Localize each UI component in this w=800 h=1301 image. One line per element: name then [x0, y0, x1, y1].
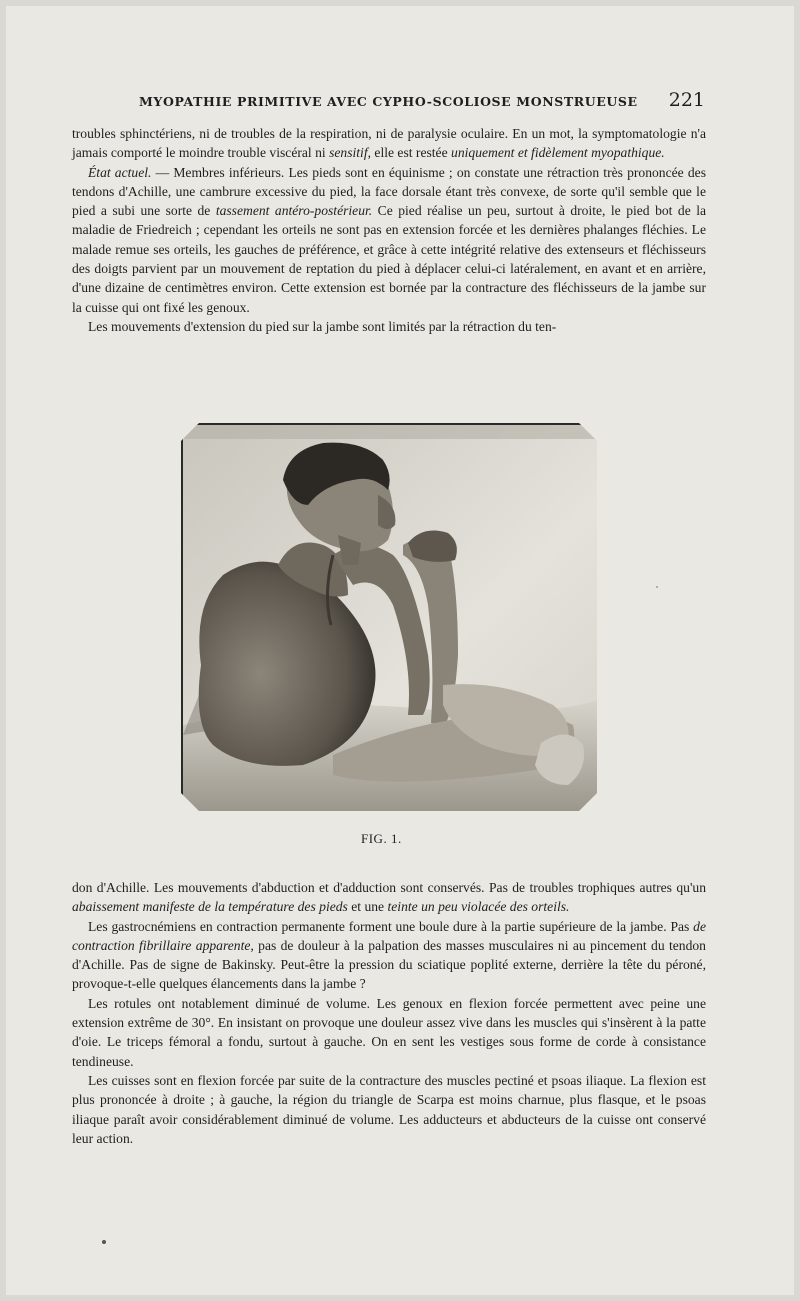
body-text-bottom [72, 878, 706, 1148]
text-run: Les mouvements d'extension du pied sur la jambe sont limités par la rétraction du ten- [88, 318, 557, 334]
italic-text-run: sensitif [329, 145, 368, 161]
paragraph [72, 124, 706, 163]
text-run: — Membres inférieurs. Les pieds sont en équinisme ; on constate une rétraction très prononcée des tendons d'Achille, une cambrure excessive du pied, la face dorsale étant très convexe, de sorte qu'il semble que le pied a subi une sorte de [72, 164, 706, 219]
paragraph [72, 917, 706, 994]
text-run: pas de douleur à la palpation des masses musculaires ni au pincement du tendon d'Achille. Pas de signe de Bakinsky. Peut-être la pression du sciatique poplité externe, derrière la tête du péroné, provoque-t-elle quelques élancements dans la jambe ? [72, 937, 706, 992]
text-run: Les rotules ont notablement diminué de volume. Les genoux en flexion forcée permettent avec peine une extension extrême de 30°. En insistant on provoque une douleur assez vive dans les muscles qui s'insèrent à la patte d'oie. Le triceps fémoral a fondu, surtout à gauche. On en sent les vestiges sous forme de corde à consistance tendineuse. [72, 995, 706, 1069]
figure-photograph [181, 423, 601, 815]
text-run: Ce pied réalise un peu, surtout à droite, le pied bot de la maladie de Friedreich ; cependant les orteils ne sont pas en extension forcée et les dernières phalanges fléchies. Le malade remue ses orteils, les gauches de préférence, et grâce à cette intégrité relative des extenseurs et fléchisseurs des doigts parvient par un mouvement de reptation du pied à déplacer celui-ci latéralement, en avant et en arrière, d'une dizaine de centimètres environ. Cette extension est bornée par la contracture des fléchisseurs de la jambe sur la cuisse qui ont fixé les genoux. [72, 203, 707, 315]
ink-speck [656, 586, 658, 588]
page-number: 221 [668, 89, 705, 111]
ink-speck [102, 1240, 106, 1244]
paragraph [72, 1071, 706, 1148]
paragraph [72, 163, 706, 317]
paragraph [72, 994, 706, 1071]
text-run: Les gastrocnémiens en contraction permanente forment une boule dure à la partie supérieure de la jambe. Pas [88, 918, 694, 934]
text-run: troubles sphinctériens, ni de troubles de la respiration, ni de paralysie oculaire. En un mot, la symptomatologie n'a jamais comporté le moindre trouble viscéral ni [72, 126, 706, 161]
italic-text-run: abaissement manifeste de la température des pieds [72, 899, 348, 915]
text-run: , elle est restée [367, 145, 452, 161]
running-title: MYOPATHIE PRIMITIVE AVEC CYPHO-SCOLIOSE MONSTRUEUSE [139, 94, 638, 109]
text-run: Les cuisses sont en flexion forcée par suite de la contracture des muscles pectiné et psoas iliaque. La flexion est plus prononcée à droite ; à gauche, la région du triangle de Scarpa est moins charnue, plus flasque, et le psoas iliaque paraît avoir considérablement diminué de volume. Les adducteurs et abducteurs de la cuisse ont conservé leur action. [72, 1072, 706, 1146]
text-run: et une [347, 899, 388, 915]
italic-text-run: uniquement et fidèlement myopathique. [451, 145, 665, 161]
text-run: don d'Achille. Les mouvements d'abduction et d'adduction sont conservés. Pas de troubles trophiques autres qu'un [72, 880, 706, 895]
page [6, 6, 794, 1295]
italic-text-run: tassement antéro-postérieur. [215, 203, 373, 219]
body-text-top [72, 124, 706, 336]
paragraph [72, 878, 706, 917]
italic-text-run: État actuel. [88, 164, 152, 180]
running-header [139, 89, 705, 111]
italic-text-run: de contraction fibrillaire apparente, [72, 918, 706, 953]
italic-text-run: teinte un peu violacée des orteils. [387, 899, 570, 915]
paragraph [72, 317, 706, 336]
figure-caption: FIG. 1. [361, 831, 402, 846]
photograph-image [183, 425, 599, 813]
